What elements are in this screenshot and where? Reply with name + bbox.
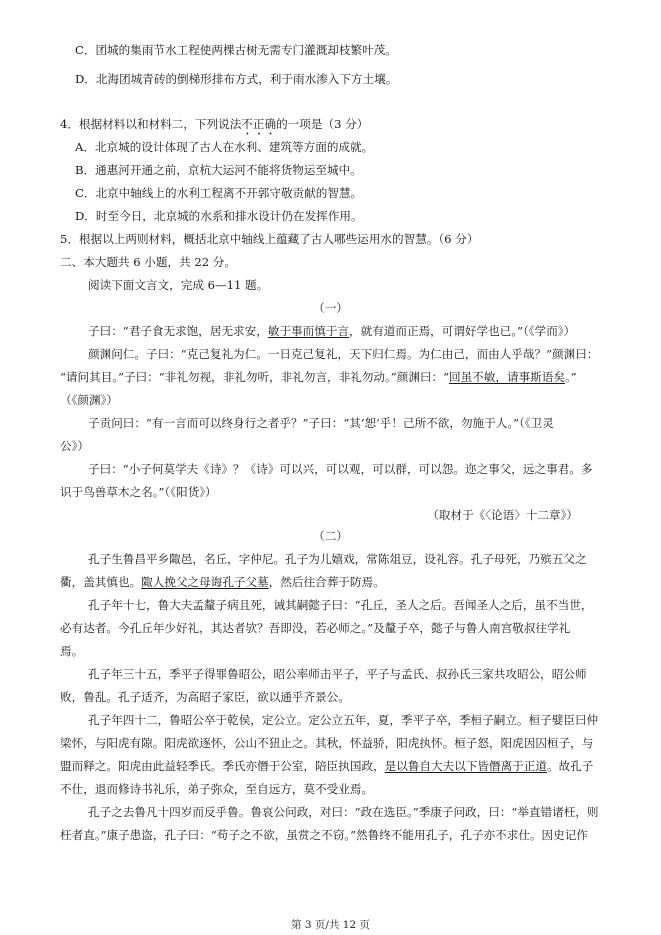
t2p1-text-a: 衢，盖其慎也。 xyxy=(60,575,142,589)
passage-2-para-4-line-3 xyxy=(60,759,593,774)
t2p4-text-a: 盟而释之。阳虎由此益轻季氏。季氏亦僭于公室，陪臣执国政， xyxy=(60,759,385,773)
q3-option-d: D．北海团城青砖的倒梯形排布方式，利于雨水渗入下方土壤。 xyxy=(75,72,398,86)
passage-2-para-2-line-1: 孔子年十七，鲁大夫孟釐子病且死，诫其嗣懿子曰：“孔丘，圣人之后。吾闻圣人之后，虽不当世， xyxy=(88,598,593,612)
p1-text-a: 子曰：“君子食无求饱，居无求安， xyxy=(88,324,268,338)
passage-2-para-2-line-2: 必有达者。今孔丘年少好礼，其达者欤？吾即没，若必师之。”及釐子卒，懿子与鲁人南宫敬叔往学礼 xyxy=(60,621,571,635)
passage-2-para-5-line-2: 枉者直。”康子患盗，孔子曰：“苟子之不欲，虽赏之不窃。”然鲁终不能用孔子，孔子亦不求仕。因史记作 xyxy=(60,828,588,842)
q4-option-c: C．北京中轴线上的水利工程离不开郭守敬贡献的智慧。 xyxy=(75,186,363,200)
t2p1-underlined: 陬人挽父之母诲孔子父墓 xyxy=(141,575,269,589)
q4-stem-end: 的一项是（3 分） xyxy=(276,117,369,131)
passage-2-para-5-line-1: 孔子之去鲁凡十四岁而反乎鲁。鲁哀公问政，对曰：“政在选臣。”季康子问政，曰：“举直错诸枉，则 xyxy=(88,805,599,819)
t2p1-text-b: ，然后往合葬于防焉。 xyxy=(268,575,385,589)
p1-text-b: ，就有道而正焉，可谓好学也已。”（《学而》） xyxy=(349,324,576,338)
passage-1-source: （取材于《〈论语〉十二章》） xyxy=(427,508,578,522)
passage-1-para-1 xyxy=(88,324,575,339)
p2-text-a: “请问其目。”子曰：“非礼勿视，非礼勿听，非礼勿言，非礼勿动。”颜渊曰：“ xyxy=(60,370,450,384)
passage-1-para-4-line-2: 识于鸟兽草木之名。”（《阳货》） xyxy=(60,485,217,499)
passage-1-para-3-line-2: 公》） xyxy=(60,439,89,453)
passage-2-para-1-line-1: 孔子生鲁昌平乡陬邑，名丘，字仲尼。孔子为儿嬉戏，常陈俎豆，设礼容。孔子母死，乃殡五父之 xyxy=(88,552,587,566)
passage-2-para-4-line-4: 不仕，退而修诗书礼乐，弟子弥众，至自远方，莫不受业焉。 xyxy=(60,782,374,796)
t2p4-text-b: 。故孔子 xyxy=(546,759,594,773)
passage-1-para-3-line-1: 子贡问曰：“有一言而可以终身行之者乎？”子曰：“其‘恕’乎！己所不欲，勿施于人。”（《卫灵 xyxy=(88,416,554,430)
q4-option-b: B．通惠河开通之前，京杭大运河不能将货物运至城中。 xyxy=(75,163,362,177)
t2p4-underlined: 是以鲁自大夫以下皆僭离于正道 xyxy=(384,759,547,773)
q4-option-d: D．时至今日，北京城的水系和排水设计仍在发挥作用。 xyxy=(75,209,363,223)
passage-1-para-2-line-1: 颜渊问仁。子曰：“克己复礼为仁。一日克己复礼，天下归仁焉。为仁由己，而由人乎哉？”颜渊曰： xyxy=(88,347,599,361)
section-2-heading: 二、本大题共 6 小题，共 22 分。 xyxy=(60,255,236,269)
q3-option-c: C．团城的集雨节水工程使两棵古树无需专门灌溉却枝繁叶茂。 xyxy=(75,43,397,57)
passage-1-para-4-line-1: 子曰：“小子何莫学夫《诗》？《诗》可以兴，可以观，可以群，可以怨。迩之事父，远之事君。多 xyxy=(88,462,593,476)
passage-1-para-2-line-3: （《颜渊》） xyxy=(60,393,118,407)
p2-underlined: 回虽不敏，请事斯语矣 xyxy=(449,370,565,384)
question-5: 5．根据以上两则材料，概括北京中轴线上蕴藏了古人哪些运用水的智慧。（6 分） xyxy=(60,232,479,246)
q4-option-a: A．北京城的设计体现了古人在水利、建筑等方面的成就。 xyxy=(75,140,374,154)
q4-stem-start: 4．根据材料以和材料二，下列说法 xyxy=(60,117,242,131)
q4-stem xyxy=(60,117,368,138)
passage-2-para-3-line-1: 孔子年三十五，季平子得罪鲁昭公，昭公率师击平子，平子与孟氏、叔孙氏三家共攻昭公，昭公师 xyxy=(88,667,587,681)
p2-text-b: 。” xyxy=(565,370,577,384)
p1-underlined: 敏于事而慎于言 xyxy=(267,324,350,338)
section-2-instruction: 阅读下面文言文，完成 6—11 题。 xyxy=(88,278,269,292)
passage-2-para-3-line-2: 败，鲁乱。孔子适齐，为高昭子家臣，欲以通乎齐景公。 xyxy=(60,690,350,704)
passage-2-para-4-line-2: 梁怀，与阳虎有隙。阳虎欲逐怀，公山不狃止之。其秋，怀益骄，阳虎执怀。桓子怒，阳虎因囚桓子，与 xyxy=(60,736,594,750)
q4-stem-emphasis: 不正确 xyxy=(241,117,277,131)
passage-2-title: （二） xyxy=(313,529,348,543)
passage-2-para-4-line-1: 孔子年四十二，鲁昭公卒于乾侯，定公立。定公立五年，夏，季平子卒，季桓子嗣立。桓子嬖臣曰仲 xyxy=(88,713,599,727)
passage-1-para-2-line-2 xyxy=(60,370,577,385)
page-footer: 第 3 页/共 12 页 xyxy=(291,919,370,931)
passage-2-para-1-line-2 xyxy=(60,575,385,590)
passage-1-title: （一） xyxy=(313,301,348,315)
passage-2-para-2-line-3: 焉。 xyxy=(60,644,84,658)
